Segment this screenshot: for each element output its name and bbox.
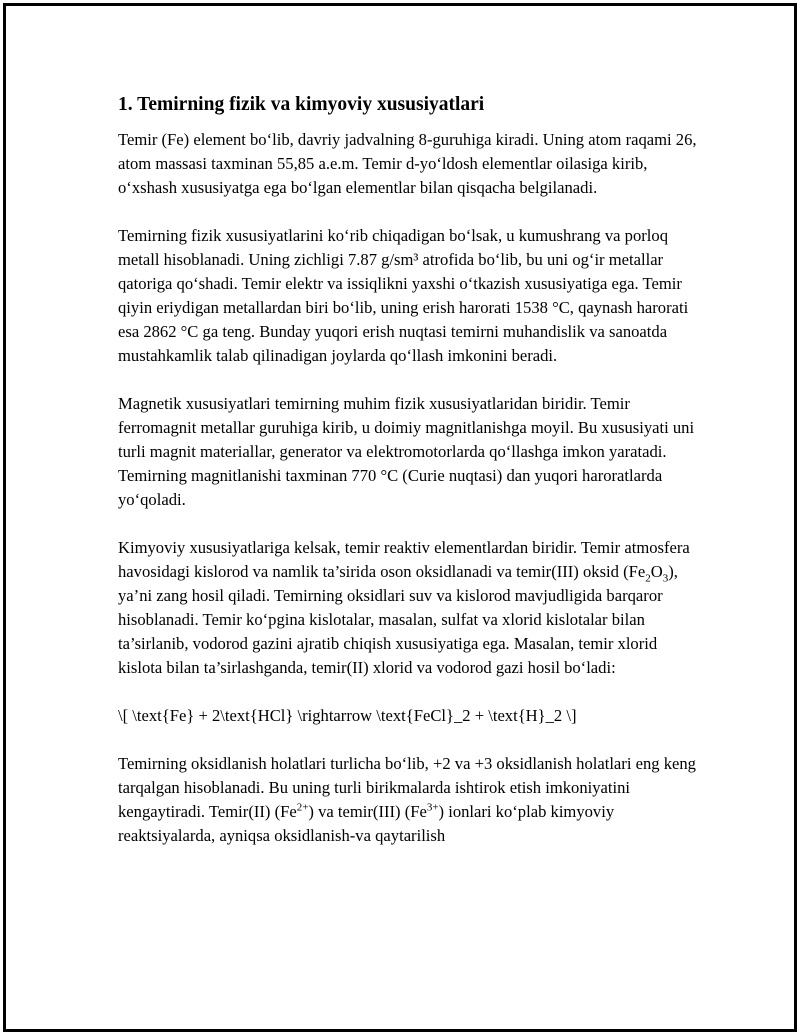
superscript: 2+	[296, 801, 309, 814]
paragraph-chemical-properties	[118, 536, 698, 680]
text-run: Kimyoviy xususiyatlariga kelsak, temir reaktiv elementlardan biridir. Temir atmosfera havosidagi kislorod va namlik ta’sirida oson oksidlanadi va temir(III) oksid (Fe	[118, 538, 690, 581]
paragraph-oxidation-states	[118, 752, 698, 848]
paragraph-intro: Temir (Fe) element bo‘lib, davriy jadvalning 8-guruhiga kiradi. Uning atom raqami 26, atom massasi taxminan 55,85 a.e.m. Temir d-yo‘ldosh elementlar oilasiga kirib, o‘xshash xususiyatga ega bo‘lgan elementlar bilan qisqacha belgilanadi.	[118, 130, 697, 197]
text-run: O	[650, 562, 663, 581]
text-run: ) va temir(III) (Fe	[308, 802, 427, 821]
text-run: Temirning oksidlanish holatlari turlicha bo‘lib, +2 va +3 oksidlanish holatlari eng keng tarqalgan hisoblanadi. Bu uning turli birikmalarda ishtirok etish imkoniyatini kengaytiradi. Temir(II) (Fe	[118, 754, 696, 821]
reaction-formula: \[ \text{Fe} + 2\text{HCl} \rightarrow \text{FeCl}_2 + \text{H}_2 \]	[118, 706, 577, 725]
document-body	[118, 92, 698, 872]
superscript: 3+	[426, 801, 439, 814]
text-run: ) ionlari ko‘plab kimyoviy reaktsiyalarda, ayniqsa oksidlanish-va qaytarilish	[118, 802, 615, 845]
subscript: 3	[662, 572, 669, 585]
paragraph-magnetic-properties: Magnetik xususiyatlari temirning muhim fizik xususiyatlaridan biridir. Temir ferromagnit metallar guruhiga kirib, u doimiy magnitlanishga moyil. Bu xususiyati uni turli magnit materiallar, generator va elektromotorlarda qo‘llashga imkon yaratadi. Temirning magnitlanishi taxminan 770 °C (Curie nuqtasi) dan yuqori haroratlarda yo‘qoladi.	[118, 394, 695, 509]
subscript: 2	[645, 572, 651, 585]
paragraph-physical-properties: Temirning fizik xususiyatlarini ko‘rib chiqadigan bo‘lsak, u kumushrang va porloq metall hisoblanadi. Uning zichligi 7.87 g/sm³ atrofida bo‘lib, bu uni og‘ir metallar qatoriga qo‘shadi. Temir elektr va issiqlikni yaxshi o‘tkazish xususiyatiga ega. Temir qiyin eriydigan metallardan biri bo‘lib, uning erish harorati 1538 °C, qaynash harorati esa 2862 °C ga teng. Bunday yuqori erish nuqtasi temirni muhandislik va sanoatda mustahkamlik talab qilinadigan joylarda qo‘llash imkonini beradi.	[118, 226, 689, 365]
text-run: ), ya’ni zang hosil qiladi. Temirning oksidlari suv va kislorod mavjudligida barqaror hisoblanadi. Temir ko‘pgina kislotalar, masalan, sulfat va xlorid kislotalar bilan ta’sirlanib, vodorod gazini ajratib chiqish xususiyatiga ega. Masalan, temir xlorid kislota bilan ta’sirlashganda, temir(II) xlorid va vodorod gazi hosil bo‘ladi:	[118, 562, 678, 677]
section-heading: 1. Temirning fizik va kimyoviy xususiyatlari	[118, 94, 485, 115]
